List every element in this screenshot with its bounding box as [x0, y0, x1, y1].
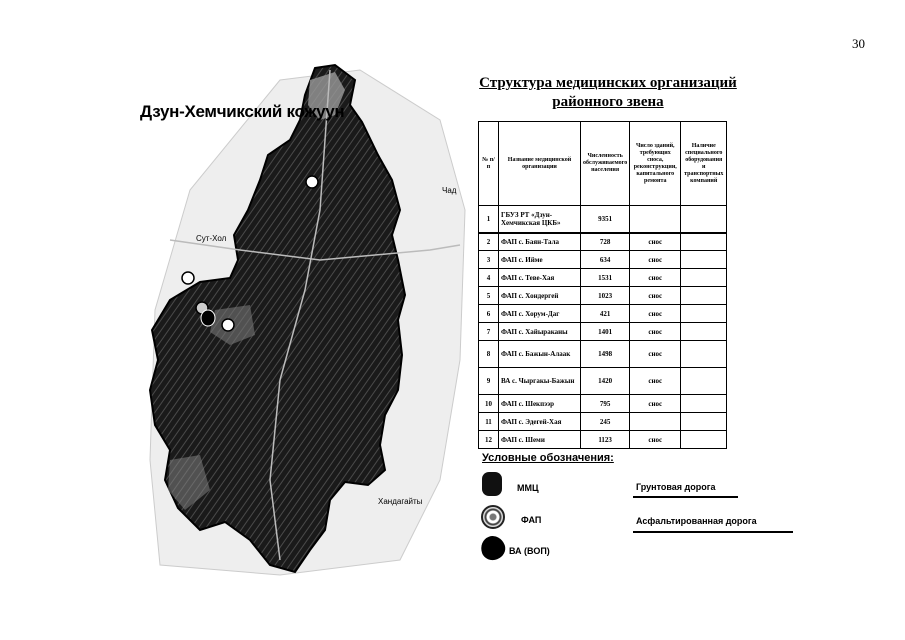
document-title-line1: Структура медицинских организаций	[479, 75, 737, 91]
legend-asphalt-road-label: Асфальтированная дорога	[636, 516, 757, 526]
table-header-row	[479, 122, 727, 206]
table-row	[479, 305, 727, 323]
document-title	[462, 74, 754, 112]
cell-population: 795	[581, 395, 630, 413]
cell-name: ФАП с. Хайыраканы	[499, 323, 581, 341]
table-row	[479, 431, 727, 449]
map-label-khandagayty: Хандагайты	[378, 497, 423, 506]
table-row	[479, 251, 727, 269]
legend-fap-label: ФАП	[521, 515, 542, 525]
header-repair: Число зданий, требующих сноса, реконструкции, капитального ремонта	[630, 122, 681, 206]
cell-repair	[630, 413, 681, 431]
cell-equipment	[681, 305, 727, 323]
cell-num: 12	[479, 431, 499, 449]
asphalt-road-line	[633, 531, 793, 533]
table-row	[479, 233, 727, 251]
legend-title: Условные обозначения:	[482, 452, 614, 464]
cell-population: 9351	[581, 206, 630, 233]
table-row	[479, 368, 727, 395]
cell-population: 1531	[581, 269, 630, 287]
map-title: Дзун-Хемчикский кожуун	[140, 102, 345, 121]
table-row	[479, 269, 727, 287]
cell-equipment	[681, 323, 727, 341]
cell-population: 1498	[581, 341, 630, 368]
document-title-line2: районного звена	[552, 94, 664, 110]
cell-name: ФАП с. Бажын-Алаак	[499, 341, 581, 368]
legend-mmc-label: ММЦ	[517, 483, 539, 493]
cell-num: 5	[479, 287, 499, 305]
map-label-sut-khol: Сут-Хол	[196, 234, 227, 243]
cell-equipment	[681, 233, 727, 251]
cell-equipment	[681, 251, 727, 269]
cell-num: 10	[479, 395, 499, 413]
cell-num: 3	[479, 251, 499, 269]
cell-name: ФАП с. Шекпээр	[499, 395, 581, 413]
cell-repair: снос	[630, 287, 681, 305]
dirt-road-line	[633, 496, 738, 498]
facilities-table	[478, 121, 727, 449]
cell-num: 2	[479, 233, 499, 251]
cell-population: 421	[581, 305, 630, 323]
cell-name: ФАП с. Баян-Тала	[499, 233, 581, 251]
district-map	[130, 60, 470, 580]
cell-num: 4	[479, 269, 499, 287]
table-row	[479, 206, 727, 233]
header-population: Численность обслуживаемого населения	[581, 122, 630, 206]
cell-population: 1401	[581, 323, 630, 341]
cell-repair: снос	[630, 395, 681, 413]
cell-population: 245	[581, 413, 630, 431]
cell-num: 6	[479, 305, 499, 323]
map-label-chadan: Чад	[442, 186, 457, 195]
cell-repair: снос	[630, 233, 681, 251]
cell-repair	[630, 206, 681, 233]
legend-dirt-road-label: Грунтовая дорога	[636, 482, 716, 492]
cell-equipment	[681, 368, 727, 395]
header-name: Название медицинской организации	[499, 122, 581, 206]
cell-population: 1023	[581, 287, 630, 305]
cell-repair: снос	[630, 305, 681, 323]
cell-repair: снос	[630, 368, 681, 395]
va-marker	[201, 310, 215, 326]
cell-name: ФАП с. Хорум-Даг	[499, 305, 581, 323]
fap-icon	[481, 505, 505, 529]
cell-equipment	[681, 206, 727, 233]
table-row	[479, 395, 727, 413]
cell-population: 634	[581, 251, 630, 269]
cell-repair: снос	[630, 431, 681, 449]
table-row	[479, 287, 727, 305]
table-row	[479, 413, 727, 431]
cell-equipment	[681, 287, 727, 305]
cell-equipment	[681, 341, 727, 368]
cell-population: 1123	[581, 431, 630, 449]
fap-marker	[182, 272, 194, 284]
cell-name: ФАП с. Хондергей	[499, 287, 581, 305]
cell-repair: снос	[630, 269, 681, 287]
legend-va-label: ВА (ВОП)	[509, 546, 550, 556]
header-equipment: Наличие специального оборудования и транспортных компаний	[681, 122, 727, 206]
cell-name: ГБУЗ РТ «Дзун-Хемчикская ЦКБ»	[499, 206, 581, 233]
cell-name: ФАП с. Ийме	[499, 251, 581, 269]
fap-marker	[306, 176, 318, 188]
table-row	[479, 323, 727, 341]
cell-population: 1420	[581, 368, 630, 395]
cell-population: 728	[581, 233, 630, 251]
cell-name: ФАП с. Шеми	[499, 431, 581, 449]
cell-num: 7	[479, 323, 499, 341]
cell-num: 1	[479, 206, 499, 233]
cell-equipment	[681, 395, 727, 413]
header-num: № п/п	[479, 122, 499, 206]
cell-name: ФАП с. Теве-Хая	[499, 269, 581, 287]
fap-marker	[222, 319, 234, 331]
cell-num: 11	[479, 413, 499, 431]
cell-equipment	[681, 269, 727, 287]
table-row	[479, 341, 727, 368]
page-number: 30	[852, 36, 865, 51]
cell-repair: снос	[630, 341, 681, 368]
cell-equipment	[681, 431, 727, 449]
cell-name: ВА с. Чыргакы-Бажын	[499, 368, 581, 395]
cell-repair: снос	[630, 251, 681, 269]
cell-num: 9	[479, 368, 499, 395]
cell-repair: снос	[630, 323, 681, 341]
cell-equipment	[681, 413, 727, 431]
cell-num: 8	[479, 341, 499, 368]
va-icon	[478, 533, 509, 564]
cell-name: ФАП с. Эдегей-Хая	[499, 413, 581, 431]
mmc-icon	[482, 472, 502, 496]
